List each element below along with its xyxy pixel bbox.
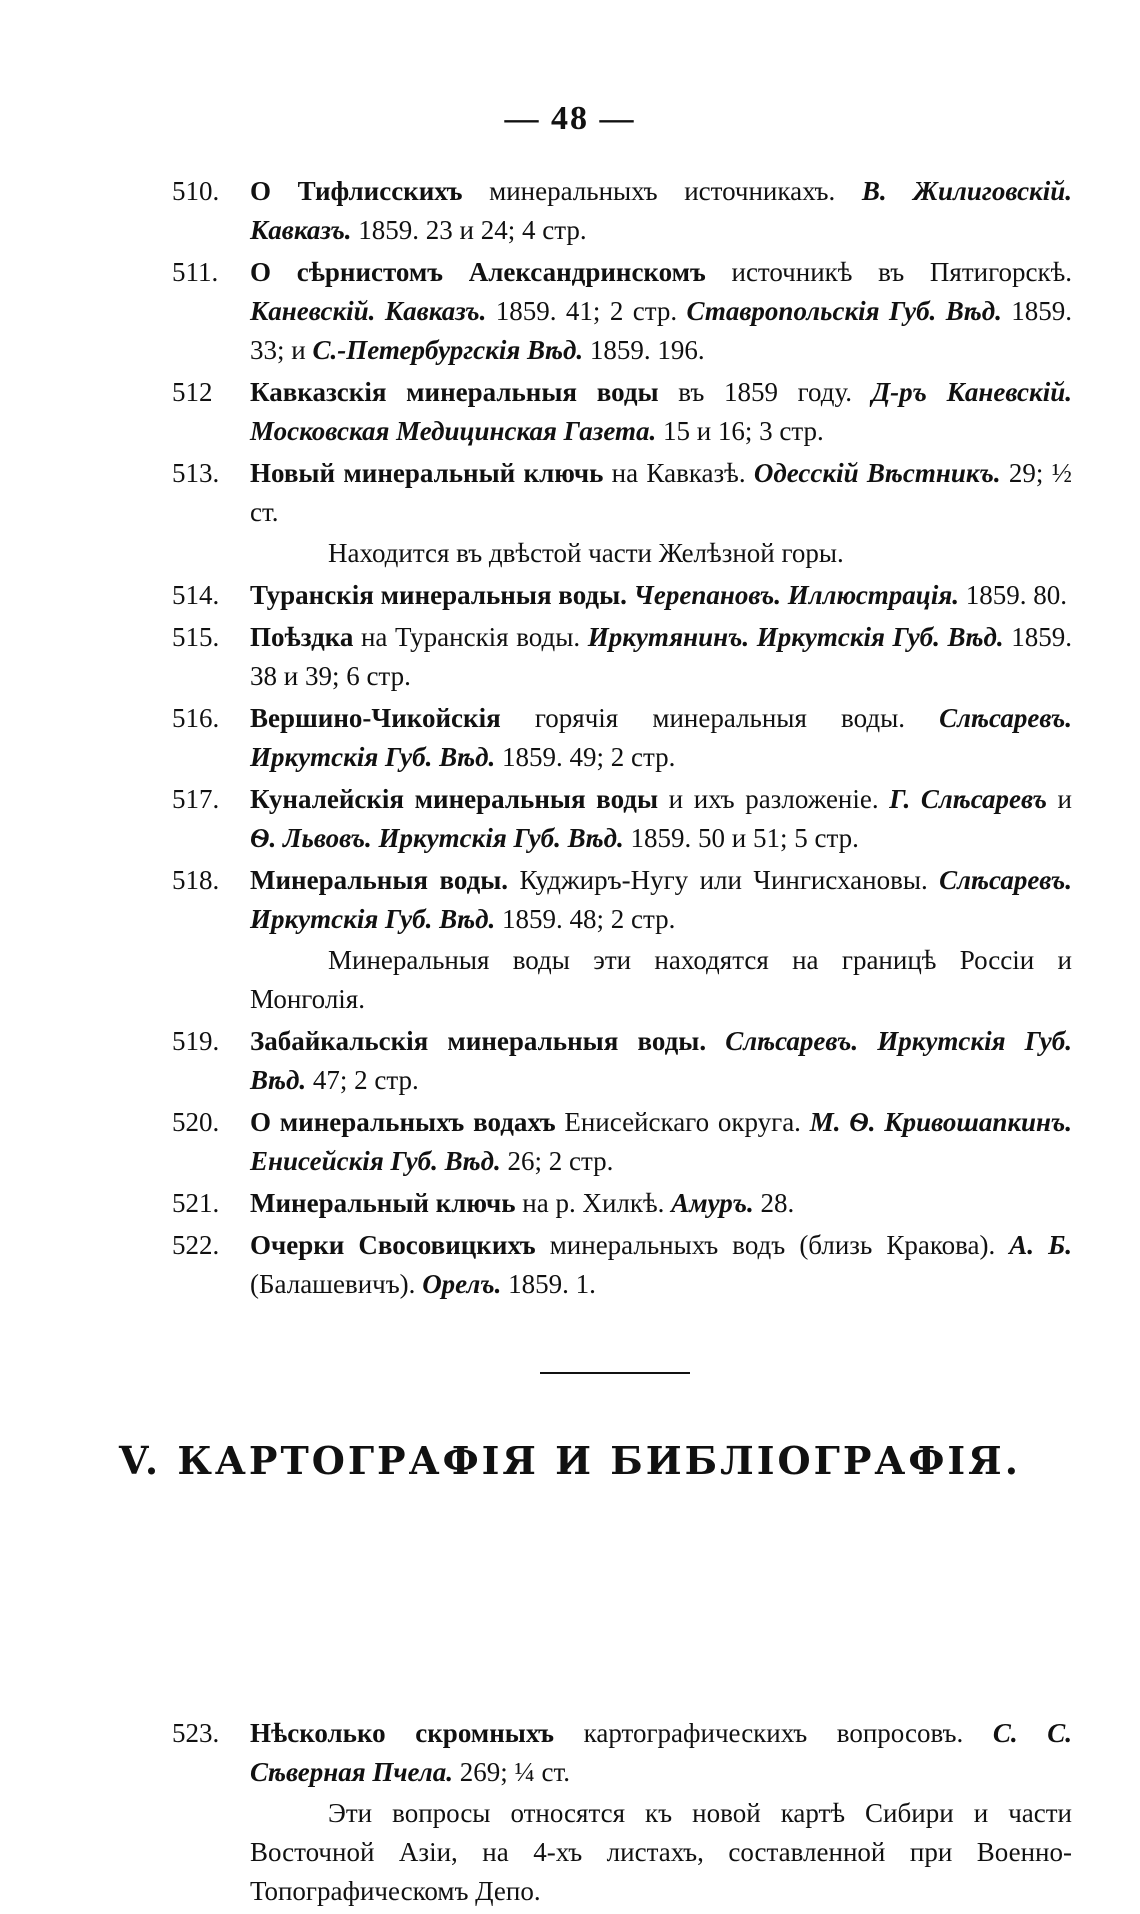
entry-text: и ихъ разложеніе.	[658, 784, 890, 814]
entry-details: и	[1046, 784, 1072, 814]
bibliography-entry	[172, 1022, 1072, 1100]
entry-details: (Балашевичъ).	[250, 1269, 423, 1299]
entry-text: минеральныхъ источникахъ.	[462, 176, 862, 206]
page-number: — 48 —	[504, 100, 636, 137]
entry-details: 28.	[753, 1188, 795, 1218]
entry-source: Одесскій Вѣстникъ.	[753, 458, 1001, 488]
bibliography-entry	[172, 576, 1072, 615]
entry-source: Д-ръ Каневскій. Московская Медицинская Газета.	[250, 377, 1072, 446]
entry-note: Минеральныя воды эти находятся на границѣ Россіи и Монголія.	[250, 945, 1072, 1014]
entry-text: картографическихъ вопросовъ.	[554, 1718, 993, 1748]
entry-title: Кавказскія минеральныя воды	[250, 377, 659, 407]
entry-title: Вершино-Чикойскія	[250, 703, 501, 733]
entry-text: на Туранскія воды.	[353, 622, 588, 652]
entry-source: Каневскій. Кавказъ.	[250, 296, 487, 326]
entry-title: О минеральныхъ водахъ	[250, 1107, 556, 1137]
entry-title: О Тифлисскихъ	[250, 176, 463, 206]
entry-text: источникѣ въ Пятигорскѣ.	[705, 257, 1072, 287]
bibliography-entry	[172, 253, 1072, 370]
entry-details: 1859. 38 и 39; 6 стр.	[250, 622, 1073, 691]
entry-number: 516.	[172, 703, 220, 733]
entry-details: 1859. 1.	[501, 1269, 596, 1299]
entry-text: горячія минеральныя воды.	[500, 703, 940, 733]
entry-source: Слѣсаревъ. Иркутскія Губ. Вѣд.	[250, 703, 1072, 772]
bibliography-entry	[172, 861, 1072, 1019]
bibliography-entry	[172, 618, 1072, 696]
entry-source: А. Б.	[1009, 1230, 1072, 1260]
entry-source: Г. Слѣсаревъ	[889, 784, 1047, 814]
bibliography-entry	[172, 172, 1072, 250]
bibliography-entry	[172, 373, 1072, 451]
entry-number: 521.	[172, 1188, 220, 1218]
entry-number: 517.	[172, 784, 220, 814]
entry-number: 514.	[172, 580, 220, 610]
entry-title: Новый минеральный ключь	[250, 458, 604, 488]
bibliography-entry	[172, 699, 1072, 777]
entry-source: С. С. Сѣверная Пчела.	[250, 1718, 1072, 1787]
entry-text: въ 1859 году.	[658, 377, 872, 407]
entry-number: 523.	[172, 1718, 220, 1748]
bibliography-entry	[172, 1184, 1072, 1223]
entry-number: 515.	[172, 622, 220, 652]
entries-list-top	[172, 172, 1072, 1307]
entry-note: Эти вопросы относятся къ новой картѣ Сибири и части Восточной Азіи, на 4-хъ листахъ, составленной при Военно-Топографическомъ Депо.	[250, 1798, 1072, 1906]
entry-text: Енисейскаго округа.	[555, 1107, 810, 1137]
entry-details: 1859. 41; 2 стр.	[486, 296, 687, 326]
entry-title: Минеральныя воды.	[250, 865, 509, 895]
entry-details: 1859. 80.	[959, 580, 1067, 610]
entry-details: 1859. 33; и	[250, 296, 1073, 365]
entries-list-bottom	[172, 1714, 1072, 1914]
entry-source: Орелъ.	[422, 1269, 502, 1299]
bibliography-entry	[172, 1226, 1072, 1304]
entry-title: О сѣрнистомъ Александринскомъ	[250, 257, 706, 287]
entry-details: 1859. 48; 2 стр.	[495, 904, 676, 934]
entry-text: минеральныхъ водъ (близь Кракова).	[535, 1230, 1010, 1260]
bibliography-entry	[172, 1714, 1072, 1911]
entry-details: 1859. 196.	[583, 335, 705, 365]
entry-title: Поѣздка	[250, 622, 354, 652]
entry-details: 29; ½ ст.	[250, 458, 1072, 527]
entry-number: 522.	[172, 1230, 220, 1260]
entry-title: Нѣсколько скромныхъ	[250, 1718, 555, 1748]
section-divider	[540, 1372, 690, 1374]
entry-details: 1859. 50 и 51; 5 стр.	[623, 823, 859, 853]
entry-details: 26; 2 стр.	[500, 1146, 614, 1176]
entry-number: 519.	[172, 1026, 220, 1056]
entry-number: 520.	[172, 1107, 220, 1137]
entry-source: М. Ѳ. Кривошапкинъ. Енисейскія Губ. Вѣд.	[250, 1107, 1072, 1176]
entry-source: Черепановъ. Иллюстрація.	[633, 580, 959, 610]
bibliography-entry	[172, 454, 1072, 573]
entry-note: Находится въ двѣстой части Желѣзной горы.	[328, 538, 844, 568]
entry-number: 518.	[172, 865, 220, 895]
entry-text	[627, 580, 634, 610]
entry-title: Очерки Свосовицкихъ	[250, 1230, 536, 1260]
entry-title: Забайкальскія минеральныя воды.	[250, 1026, 707, 1056]
entry-source: С.-Петербургскія Вѣд.	[312, 335, 584, 365]
entry-title: Куналейскія минеральныя воды	[250, 784, 659, 814]
entry-source: Слѣсаревъ. Иркутскія Губ. Вѣд.	[250, 865, 1072, 934]
entry-source: Амуръ.	[671, 1188, 754, 1218]
entry-source: Ставропольскія Губ. Вѣд.	[686, 296, 1002, 326]
entry-text: на р. Хилкѣ.	[515, 1188, 672, 1218]
entry-source: Слѣсаревъ. Иркутскія Губ. Вѣд.	[250, 1026, 1073, 1095]
entry-details: 269; ¼ ст.	[452, 1757, 570, 1787]
section-heading: V. КАРТОГРАФІЯ И БИБЛІОГРАФІЯ.	[119, 1438, 1021, 1483]
entry-source: Иркутянинъ. Иркутскія Губ. Вѣд.	[587, 622, 1004, 652]
entry-text: Куджиръ-Нугу или Чингисхановы.	[508, 865, 940, 895]
entry-details: 1859. 23 и 24; 4 стр.	[351, 215, 587, 245]
entry-number: 513.	[172, 458, 220, 488]
entry-source: В. Жилиговскій. Кавказъ.	[250, 176, 1073, 245]
entry-number: 512	[172, 377, 213, 407]
entry-number: 511.	[172, 257, 219, 287]
entry-source: Ѳ. Львовъ. Иркутскія Губ. Вѣд.	[250, 823, 624, 853]
entry-text: на Кавказѣ.	[603, 458, 754, 488]
entry-text	[706, 1026, 725, 1056]
entry-title: Минеральный ключь	[250, 1188, 516, 1218]
bibliography-entry	[172, 780, 1072, 858]
entry-details: 47; 2 стр.	[306, 1065, 419, 1095]
bibliography-entry	[172, 1103, 1072, 1181]
entry-details: 1859. 49; 2 стр.	[495, 742, 676, 772]
entry-details: 15 и 16; 3 стр.	[656, 416, 824, 446]
entry-number: 510.	[172, 176, 220, 206]
entry-title: Туранскія минеральныя воды.	[250, 580, 627, 610]
